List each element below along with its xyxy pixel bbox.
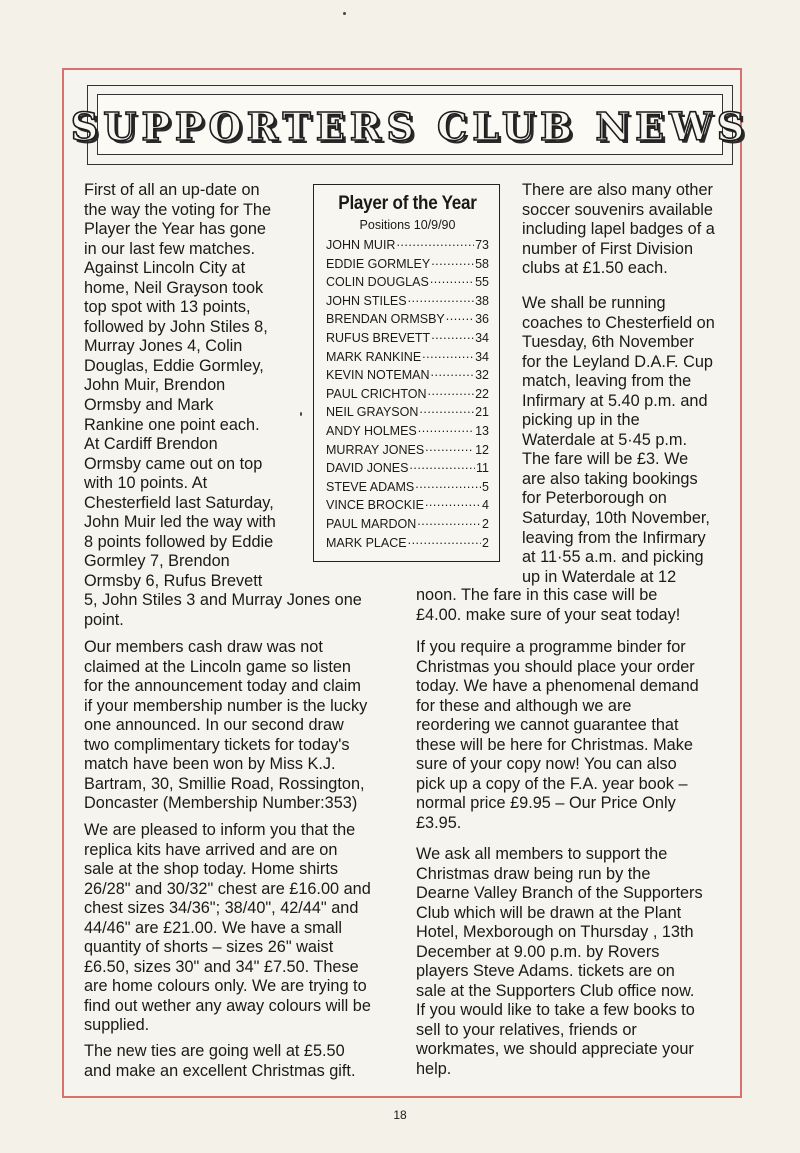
text-line: two complimentary tickets for today's: [84, 735, 350, 754]
player-name: COLIN DOUGLAS: [326, 275, 429, 290]
player-box-title: Player of the Year: [338, 193, 477, 214]
text-line: at 11·55 a.m. and picking: [522, 548, 704, 567]
text-line: 8 points followed by Eddie: [84, 532, 274, 551]
left-para-3: [84, 821, 394, 1036]
text-line: the way the voting for The: [84, 200, 272, 219]
text-line: Bartram, 30, Smillie Road, Rossington,: [84, 774, 365, 793]
player-points: 4: [482, 498, 489, 513]
player-points: 34: [475, 330, 489, 345]
dot-leader: [418, 419, 474, 438]
text-line: Christmas draw being run by the: [416, 864, 651, 883]
text-line: quantity of shorts – sizes 26" waist: [84, 938, 334, 957]
dot-leader: [396, 233, 474, 252]
text-line: for these and although we are: [416, 696, 632, 715]
right-para-4: [416, 845, 736, 1080]
text-line: for the Leyland D.A.F. Cup: [522, 352, 713, 371]
player-name: KEVIN NOTEMAN: [326, 368, 430, 383]
text-line: Infirmary at 5.40 p.m. and: [522, 391, 708, 410]
player-name: VINCE BROCKIE: [326, 498, 424, 513]
player-name: DAVID JONES: [326, 461, 409, 476]
text-line: match have been won by Miss K.J.: [84, 755, 336, 774]
player-points: 32: [475, 368, 489, 383]
dot-leader: [431, 252, 474, 271]
text-line: Chesterfield last Saturday,: [84, 493, 274, 512]
text-line: Saturday, 10th November,: [522, 509, 710, 528]
masthead-title: SUPPORTERS CLUB NEWS: [70, 104, 750, 149]
text-line: Our members cash draw was not: [84, 638, 323, 656]
player-box-subtitle: Positions 10/9/90: [359, 218, 456, 232]
text-line: leaving from the Infirmary: [522, 528, 706, 547]
left-para-2: [84, 638, 394, 814]
text-line: Doncaster (Membership Number:353): [84, 794, 358, 813]
text-line: There are also many other: [522, 181, 713, 199]
player-of-the-year-box: [313, 184, 500, 562]
print-speck: [343, 12, 346, 15]
text-line: If you require a programme binder for: [416, 638, 686, 656]
text-line: The new ties are going well at £5.50: [84, 1042, 345, 1060]
text-line: If you would like to take a few books to: [416, 1001, 695, 1020]
player-points: 5: [482, 479, 489, 494]
player-name: RUFUS BREVETT: [326, 330, 431, 345]
text-line: Murray Jones 4, Colin: [84, 337, 243, 356]
player-points: 2: [482, 535, 489, 550]
player-name: STEVE ADAMS: [326, 479, 415, 494]
text-line: sure of your copy now! You can also: [416, 755, 677, 774]
text-line: December at 9.00 p.m. by Rovers: [416, 942, 660, 961]
text-line: We ask all members to support the: [416, 845, 668, 863]
player-points: 2: [482, 516, 489, 531]
masthead: [70, 85, 750, 165]
right-para-1: [522, 181, 742, 279]
text-line: First of all an up-date on: [84, 181, 260, 199]
text-line: Tuesday, 6th November: [522, 333, 694, 352]
text-line: are home colours only. We are trying to: [84, 977, 367, 996]
text-line: Ormsby 6, Rufus Brevett: [84, 571, 263, 590]
dot-leader: [422, 345, 474, 364]
text-line: home, Neil Grayson took: [84, 278, 264, 297]
dot-leader: [417, 512, 481, 531]
player-name: JOHN MUIR: [326, 238, 396, 252]
text-line: John Muir led the way with: [84, 513, 276, 532]
dot-leader: [408, 289, 475, 308]
text-line: clubs at £1.50 each.: [522, 259, 668, 278]
text-line: £4.00. make sure of your seat today!: [416, 605, 681, 624]
text-line: are also taking bookings: [522, 469, 698, 488]
text-line: pick up a copy of the F.A. year book –: [416, 774, 688, 793]
player-name: MARK RANKINE: [326, 349, 422, 364]
text-line: number of First Division: [522, 239, 694, 258]
dot-leader: [425, 493, 481, 512]
text-line: picking up in the: [522, 411, 640, 430]
text-line: one announced. In our second draw: [84, 716, 344, 735]
text-line: Club which will be drawn at the Plant: [416, 903, 682, 922]
player-name: PAUL MARDON: [326, 516, 417, 531]
dot-leader: [431, 326, 474, 345]
text-line: The fare will be £3. We: [522, 450, 689, 469]
text-line: Player the Year has gone: [84, 220, 266, 239]
right-para-2: [522, 294, 742, 587]
player-row: [326, 534, 489, 553]
player-points: 13: [475, 423, 489, 438]
text-line: 44/46" are £21.00. We have a small: [84, 918, 342, 937]
player-name: EDDIE GORMLEY: [326, 256, 431, 271]
text-line: soccer souvenirs available: [522, 200, 713, 219]
player-name: MARK PLACE: [326, 535, 407, 550]
player-points: 12: [475, 442, 489, 457]
text-line: help.: [416, 1060, 452, 1079]
text-line: 26/28" and 30/32" chest are £16.00 and: [84, 879, 371, 898]
text-line: in our last few matches.: [84, 239, 256, 258]
text-line: for Peterborough on: [522, 489, 667, 508]
text-line: followed by John Stiles 8,: [84, 317, 268, 336]
dot-leader: [409, 456, 475, 475]
right-para-3: [416, 638, 736, 833]
text-line: We are pleased to inform you that the: [84, 821, 356, 839]
text-line: Douglas, Eddie Gormley,: [84, 356, 264, 375]
text-line: claimed at the Lincoln game so listen: [84, 657, 351, 676]
text-line: and make an excellent Christmas gift.: [84, 1061, 356, 1080]
text-line: these will be here for Christmas. Make: [416, 735, 693, 754]
text-line: including lapel badges of a: [522, 220, 715, 239]
player-points: 58: [475, 256, 489, 271]
text-line: with 10 points. At: [84, 474, 208, 493]
dot-leader: [408, 531, 481, 550]
dot-leader: [431, 363, 475, 382]
dot-leader: [415, 475, 481, 494]
right-para-2-continued: [416, 586, 736, 625]
text-line: We shall be running: [522, 294, 666, 312]
text-line: sale at the shop today. Home shirts: [84, 860, 338, 879]
page-number: 18: [393, 1108, 407, 1122]
dot-leader: [425, 438, 474, 457]
text-line: John Muir, Brendon: [84, 376, 226, 395]
text-line: chest sizes 34/36"; 38/40", 42/44" and: [84, 899, 359, 918]
player-points: 21: [475, 405, 489, 420]
player-points: 55: [475, 275, 489, 290]
text-line: reordering we cannot guarantee that: [416, 716, 679, 735]
text-line: for the announcement today and claim: [84, 677, 361, 696]
player-points: 36: [475, 312, 489, 327]
text-line: Gormley 7, Brendon: [84, 552, 230, 571]
text-line: Against Lincoln City at: [84, 259, 246, 278]
player-points: 73: [475, 238, 489, 252]
text-line: Ormsby and Mark: [84, 396, 214, 415]
text-line: £3.95.: [416, 813, 462, 832]
text-line: sale at the Supporters Club office now.: [416, 981, 695, 1000]
text-line: players Steve Adams. tickets are on: [416, 962, 675, 981]
text-line: coaches to Chesterfield on: [522, 313, 715, 332]
player-name: ANDY HOLMES: [326, 423, 417, 438]
player-points: 11: [476, 461, 489, 476]
text-line: if your membership number is the lucky: [84, 696, 368, 715]
text-line: Hotel, Mexborough on Thursday , 13th: [416, 923, 694, 942]
player-points: 22: [475, 386, 489, 401]
player-points: 34: [475, 349, 489, 364]
dot-leader: [430, 270, 474, 289]
text-line: find out wether any away colours will be: [84, 996, 371, 1015]
text-line: sell to your relatives, friends or: [416, 1020, 637, 1039]
player-standings-list: [326, 236, 489, 552]
text-line: Dearne Valley Branch of the Supporters: [416, 884, 703, 903]
player-name: NEIL GRAYSON: [326, 405, 419, 420]
text-line: £6.50, sizes 30" and 34" £7.50. These: [84, 957, 359, 976]
masthead-inner-border: [70, 94, 750, 155]
dot-leader: [427, 382, 474, 401]
text-line: Waterdale at 5·45 p.m.: [522, 430, 687, 449]
text-line: workmates, we should appreciate your: [416, 1040, 694, 1059]
player-name: BRENDAN ORMSBY: [326, 312, 445, 327]
text-line: replica kits have arrived and are on: [84, 840, 338, 859]
text-line: supplied.: [84, 1016, 150, 1035]
player-points: 38: [475, 293, 489, 308]
text-line: Christmas you should place your order: [416, 657, 695, 676]
text-line: At Cardiff Brendon: [84, 435, 218, 454]
text-line: point.: [84, 611, 124, 630]
left-para-4: [84, 1042, 394, 1081]
dot-leader: [419, 400, 474, 419]
text-line: top spot with 13 points,: [84, 298, 251, 317]
player-name: JOHN STILES: [326, 293, 407, 308]
text-line: noon. The fare in this case will be: [416, 586, 658, 604]
player-name: PAUL CRICHTON: [326, 386, 427, 401]
text-line: today. We have a phenomenal demand: [416, 677, 699, 696]
text-line: match, leaving from the: [522, 372, 692, 391]
player-name: MURRAY JONES: [326, 442, 425, 457]
text-line: 5, John Stiles 3 and Murray Jones one: [84, 591, 362, 610]
text-line: Rankine one point each.: [84, 415, 260, 434]
text-line: Ormsby came out on top: [84, 454, 263, 473]
text-line: up in Waterdale at 12: [522, 567, 677, 586]
print-speck: [300, 412, 302, 416]
dot-leader: [446, 307, 474, 326]
text-line: normal price £9.95 – Our Price Only: [416, 794, 676, 813]
